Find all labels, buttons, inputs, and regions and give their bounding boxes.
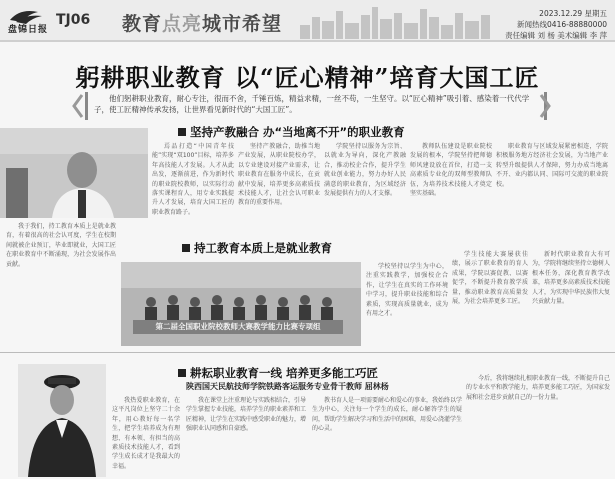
photo-banner: 第二届全国职业院校教师大赛教学能力比赛专项组 [133,320,343,334]
byline: 陕西国天民航技师学院铁路客运服务专业骨干教师 屈林杨 [186,382,389,391]
paragraph: 焉品打造“中国青年技能”实现“双100”目标，培养多年高技能人才发展。人才从此出发，逐渐前进，作为新时代的职业院校教师，以实际行动落实课程育人，用专业实践提升人才发展，培育大国工匠的职业教育路子。 [152,143,234,216]
page-code: TJ06 [56,12,91,28]
text-column-5 [496,142,608,238]
portrait-photo-2 [18,364,106,477]
sub-heading-2-text: 持工教育本质上是就业教育 [194,241,332,255]
divider [0,352,615,353]
left-bracket-icon [70,93,84,119]
text-column-10 [112,396,180,478]
text-column-7 [366,262,448,348]
paragraph: 我于我们，持工教育本质上是就业教育，有着很高的社会认可度，学生在校期间就被企业预订，毕业即就业，大国工匠在职业教育中不断涌现，为社会发展作出贡献。 [6,223,116,268]
paragraph: 我在课堂上注重理论与实践相结合，引导学生掌握专业技能，培养学生的职业素养和工匠精神，让学生在实践中感受职业的魅力，增强职业认同感和自豪感。 [186,397,306,433]
text-column-6 [6,222,116,356]
square-bullet-icon [182,244,190,252]
text-column-8 [452,250,528,348]
section-title [122,9,282,36]
masthead-meta [505,8,607,41]
paragraph: 教师队伍建设是职业院校发展的根本，学院坚持把师德师风建设放在首位，打造一支高素质专业化的双师型教师队伍，为培养技术技能人才奠定坚实基础。 [410,143,492,198]
editor-credits: 责任编辑 刘 杨 美术编辑 李 萍 [505,31,607,40]
text-column-2 [238,142,320,238]
paragraph: 学院坚持以服务为宗旨、以就业为导向，深化产教融合，推动校企合作，提升学生就业创业能力，努力办好人民满意的职业教育，为区域经济发展提供有力的人才支撑。 [324,143,406,198]
paragraph: 教书育人是一项需要耐心和爱心的事业，我始终以学生为中心，关注每一个学生的成长，耐心解答学生的疑问，帮助学生解决学习和生活中的困难，用爱心浇灌学生的心灵。 [312,397,462,433]
text-column-11 [186,396,306,478]
section-title-accent: 点亮 [162,13,203,35]
sub-heading-3 [178,365,378,381]
news-hotline: 新闻热线0416-88880000 [517,20,607,29]
railway-teacher-portrait-image [18,364,106,477]
main-headline: 躬耕职业教育 以“匠心精神”培育大国工匠 [75,63,540,92]
sub-heading-2 [182,240,332,256]
paragraph: 坚持产教融合，助推当地产业发展，从职业院校办学，以专业建设对接产业需求，让职业教育在服务中成长，在贡献中发展，培养更多高素质技术技能人才，让社会认可职业教育的重要作用。 [238,143,320,207]
logo-text: 盘锦日报 [8,25,49,35]
portrait-photo-1 [0,128,148,218]
issue-date: 2023.12.29 星期五 [539,9,607,18]
lead-paragraph: 他们躬耕职业教育，耐心专注，很而不舍，千锤百炼，精益求精，一丝不苟，一生坚守。以“匠心精神”吸引着、感染着一代代学子，使工匠精神传承发扬，让世界看见新时代的“大国工匠”。 [94,94,530,114]
text-column-1 [152,142,234,238]
paragraph: 职业教育与区域发展紧密相连，学院积极服务地方经济社会发展，为当地产业转型升级提供人才保障，努力办成当地离不开、业内都认同、国际可交流的职业院校。 [496,143,608,188]
square-bullet-icon [178,369,186,377]
paragraph: 学生技能大赛屡获佳绩，展示了职业教育的育人成果，学院以赛促教、以赛促学，不断提升教育教学质量，推动职业教育高质量发展，为社会培养更多工匠。 [452,251,528,306]
city-skyline-icon [300,3,500,39]
text-column-13 [466,374,610,478]
paragraph: 我热爱职业教育，在这平凡岗位上坚守二十余年，用心教好每一名学生，把学生培养成为有理想、有本领、有担当的高素质技术技能人才，看到学生成长成才是我最大的幸福。 [112,397,180,470]
square-bullet-icon [178,128,186,136]
paragraph: 新时代职业教育大有可为，学院将继续坚持立德树人根本任务，深化教育教学改革，培养更多高素质技术技能人才，为实现中华民族伟大复兴贡献力量。 [532,251,610,306]
group-photo [121,262,361,346]
text-column-12 [312,396,462,478]
sub-heading-1-text: 坚持产教融合 办“当地离不开”的职业教育 [190,125,405,139]
sub-heading-1 [178,124,405,140]
paragraph: 学校坚持以学生为中心，注重实践教学，加强校企合作，让学生在真实的工作环境中学习，提升职业技能和综合素质，实现高质量就业，成为有用之才。 [366,263,448,318]
text-column-4 [410,142,492,238]
masthead [0,0,615,42]
text-column-3 [324,142,406,238]
section-title-pre: 教育 [122,13,163,35]
section-title-post: 城市希望 [202,13,283,35]
text-column-9 [532,250,610,348]
teacher-portrait-image [0,128,148,218]
paragraph: 今后，我将继续扎根职业教育一线，不断提升自己的专业水平和教学能力，培养更多能工巧匠，为国家发展和社会进步贡献自己的一份力量。 [466,375,610,401]
right-bracket-icon [539,93,553,119]
lead-box [85,92,547,120]
sub-heading-3-text: 耕耘职业教育一线 培养更多能工巧匠 [190,366,379,380]
